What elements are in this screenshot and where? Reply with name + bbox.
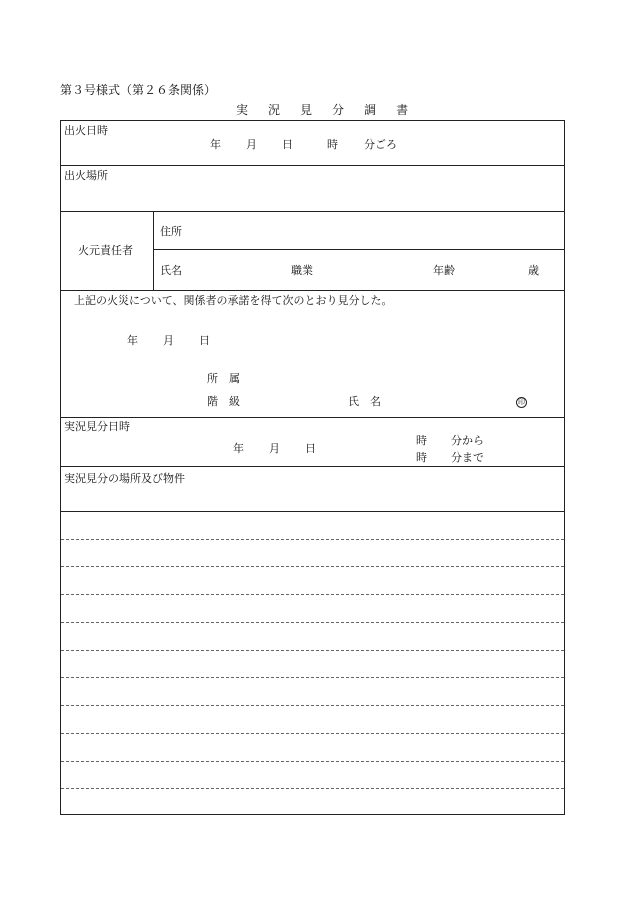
occupation-label: 職業 (291, 264, 313, 277)
age-unit: 歳 (528, 264, 539, 277)
declaration-statement: 上記の火災について、関係者の承諾を得て次のとおり見分した。 (74, 294, 393, 307)
writing-line (61, 594, 564, 595)
affiliation-label: 所 属 (207, 372, 240, 385)
row-divider (60, 165, 565, 166)
title-char: 況 (268, 103, 281, 117)
fire-month: 月 (246, 138, 257, 151)
row-divider (60, 511, 565, 512)
writing-line (61, 733, 564, 734)
writing-line (61, 788, 564, 789)
start-minute: 分から (451, 434, 484, 447)
end-minute: 分まで (451, 451, 484, 464)
responsible-person-label: 火元責任者 (78, 244, 133, 257)
form-number: 第３号様式（第２６条関係） (60, 83, 217, 97)
title-char: 分 (332, 103, 345, 117)
age-label: 年齢 (433, 264, 455, 277)
declaration-month: 月 (163, 334, 174, 347)
fire-minute: 分ごろ (364, 138, 397, 151)
title-char: 実 (236, 103, 249, 117)
writing-line (61, 705, 564, 706)
title-char: 書 (396, 103, 409, 117)
name-label: 氏名 (160, 264, 182, 277)
fire-year: 年 (210, 138, 221, 151)
form-title (226, 104, 418, 116)
fire-day: 日 (282, 138, 293, 151)
inspection-month: 月 (269, 442, 280, 455)
form-table (60, 120, 565, 815)
fire-datetime-label: 出火日時 (64, 124, 108, 137)
fire-hour: 時 (327, 138, 338, 151)
writing-line (61, 622, 564, 623)
seal-icon (516, 395, 527, 408)
row-divider (60, 211, 565, 212)
rank-label: 階 級 (207, 395, 240, 408)
row-divider (60, 466, 565, 467)
fire-location-label: 出火場所 (64, 169, 108, 182)
title-char: 見 (300, 103, 313, 117)
inspector-name-label: 氏 名 (348, 395, 381, 408)
writing-line (61, 539, 564, 540)
inspection-day: 日 (305, 442, 316, 455)
address-label: 住所 (160, 225, 182, 238)
inspection-datetime-label: 実況見分日時 (64, 420, 130, 433)
writing-line (61, 650, 564, 651)
writing-line (61, 761, 564, 762)
declaration-day: 日 (199, 334, 210, 347)
declaration-year: 年 (127, 334, 138, 347)
end-hour: 時 (416, 451, 427, 464)
inspection-place-label: 実況見分の場所及び物件 (64, 472, 185, 485)
title-char: 調 (364, 103, 377, 117)
row-divider (60, 290, 565, 291)
start-hour: 時 (416, 434, 427, 447)
row-divider (60, 417, 565, 418)
writing-line (61, 677, 564, 678)
inspection-year: 年 (233, 442, 244, 455)
writing-line (61, 566, 564, 567)
row-divider (153, 249, 565, 250)
seal-mark: 印 (518, 398, 525, 406)
column-divider (153, 211, 154, 290)
